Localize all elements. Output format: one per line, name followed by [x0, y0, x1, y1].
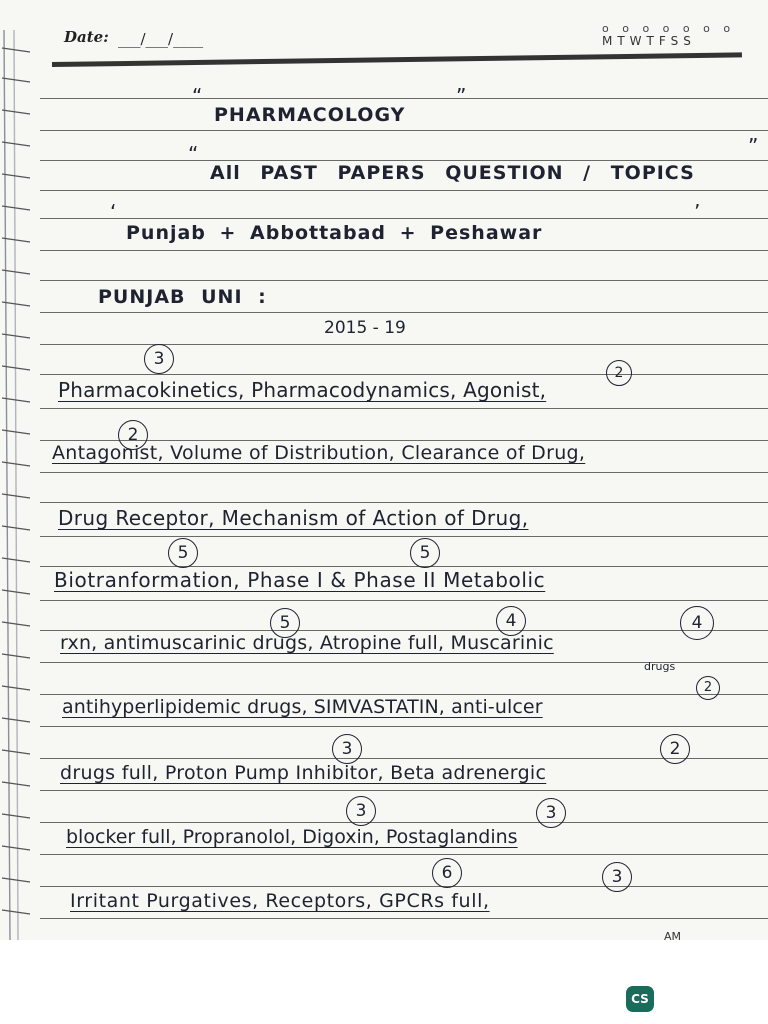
rule-line	[40, 694, 768, 695]
count-circle: 2	[606, 360, 632, 386]
camscanner-logo-icon: CS	[626, 986, 654, 1012]
count-circle: 5	[270, 608, 300, 638]
count-circle: 4	[680, 606, 714, 640]
spiral-binding-icon	[0, 30, 48, 940]
rule-line	[40, 472, 768, 473]
date-label: Date:	[64, 28, 109, 46]
rule-line	[40, 440, 768, 441]
rule-line	[40, 250, 768, 251]
rule-line	[40, 130, 768, 131]
rule-line	[40, 600, 768, 601]
topic-line-1: Pharmacokinetics, Pharmacodynamics, Agonist,	[58, 378, 547, 402]
section-years: 2015 - 19	[324, 318, 406, 338]
rule-line	[40, 502, 768, 503]
title-close-quote: ”	[456, 84, 467, 108]
rule-line	[40, 630, 768, 631]
rule-line	[40, 918, 768, 919]
rule-line	[40, 758, 768, 759]
page-subtitle: All PAST PAPERS QUESTION / TOPICS	[210, 162, 695, 184]
regions-open-quote: ‘	[110, 200, 117, 224]
count-circle: 3	[332, 734, 362, 764]
topic-line-5: rxn, antimuscarinic drugs, Atropine full, Muscarinic	[60, 632, 554, 654]
date-blank: ___/___/____	[118, 30, 204, 48]
rule-line	[40, 98, 768, 99]
rule-line	[40, 344, 768, 345]
subtitle-close-quote: ”	[748, 134, 759, 158]
page-corner-mark: AM	[664, 930, 682, 940]
rule-line	[40, 790, 768, 791]
rule-line	[40, 374, 768, 375]
count-circle: 2	[660, 734, 690, 764]
count-circle: 4	[496, 606, 526, 636]
count-circle: 6	[432, 858, 462, 888]
regions-line: Punjab + Abbottabad + Peshawar	[126, 222, 543, 244]
rule-line	[40, 160, 768, 161]
topic-line-9: Irritant Purgatives, Receptors, GPCRs full,	[70, 890, 490, 912]
topic-line-3: Drug Receptor, Mechanism of Action of Drug,	[58, 506, 529, 530]
count-circle: 5	[168, 538, 198, 568]
topic-line-2: Antagonist, Volume of Distribution, Clearance of Drug,	[52, 442, 586, 464]
topic-line-6: antihyperlipidemic drugs, SIMVASTATIN, anti-ulcer	[62, 696, 543, 718]
rule-line	[40, 218, 768, 219]
topic-line-4: Biotranformation, Phase I & Phase II Metabolic	[54, 568, 546, 592]
rule-line	[40, 312, 768, 313]
rule-line	[40, 854, 768, 855]
rule-line	[40, 536, 768, 537]
rule-line	[40, 190, 768, 191]
section-heading: PUNJAB UNI :	[98, 286, 267, 308]
title-open-quote: “	[192, 84, 203, 108]
rule-line	[40, 886, 768, 887]
rule-line	[40, 822, 768, 823]
rule-line	[40, 726, 768, 727]
count-circle: 2	[118, 420, 148, 450]
count-circle: 3	[602, 862, 632, 892]
page-title: PHARMACOLOGY	[214, 104, 406, 126]
rule-line	[40, 280, 768, 281]
header-divider	[52, 52, 742, 67]
day-letters: MTWTFSS	[602, 34, 696, 48]
rule-line	[40, 408, 768, 409]
subtitle-open-quote: “	[188, 142, 199, 166]
count-circle: 2	[696, 676, 720, 700]
topic-line-7: drugs full, Proton Pump Inhibitor, Beta adrenergic	[60, 762, 547, 784]
count-circle: 5	[410, 538, 440, 568]
topic-line-8: blocker full, Propranolol, Digoxin, Postaglandins	[66, 826, 518, 848]
regions-close-quote: ’	[694, 200, 701, 224]
sub-note: drugs	[644, 660, 676, 673]
rule-line	[40, 566, 768, 567]
day-dots: o o o o o o o	[602, 22, 736, 35]
count-circle: 3	[346, 796, 376, 826]
count-circle: 3	[536, 798, 566, 828]
count-circle: 3	[144, 344, 174, 374]
